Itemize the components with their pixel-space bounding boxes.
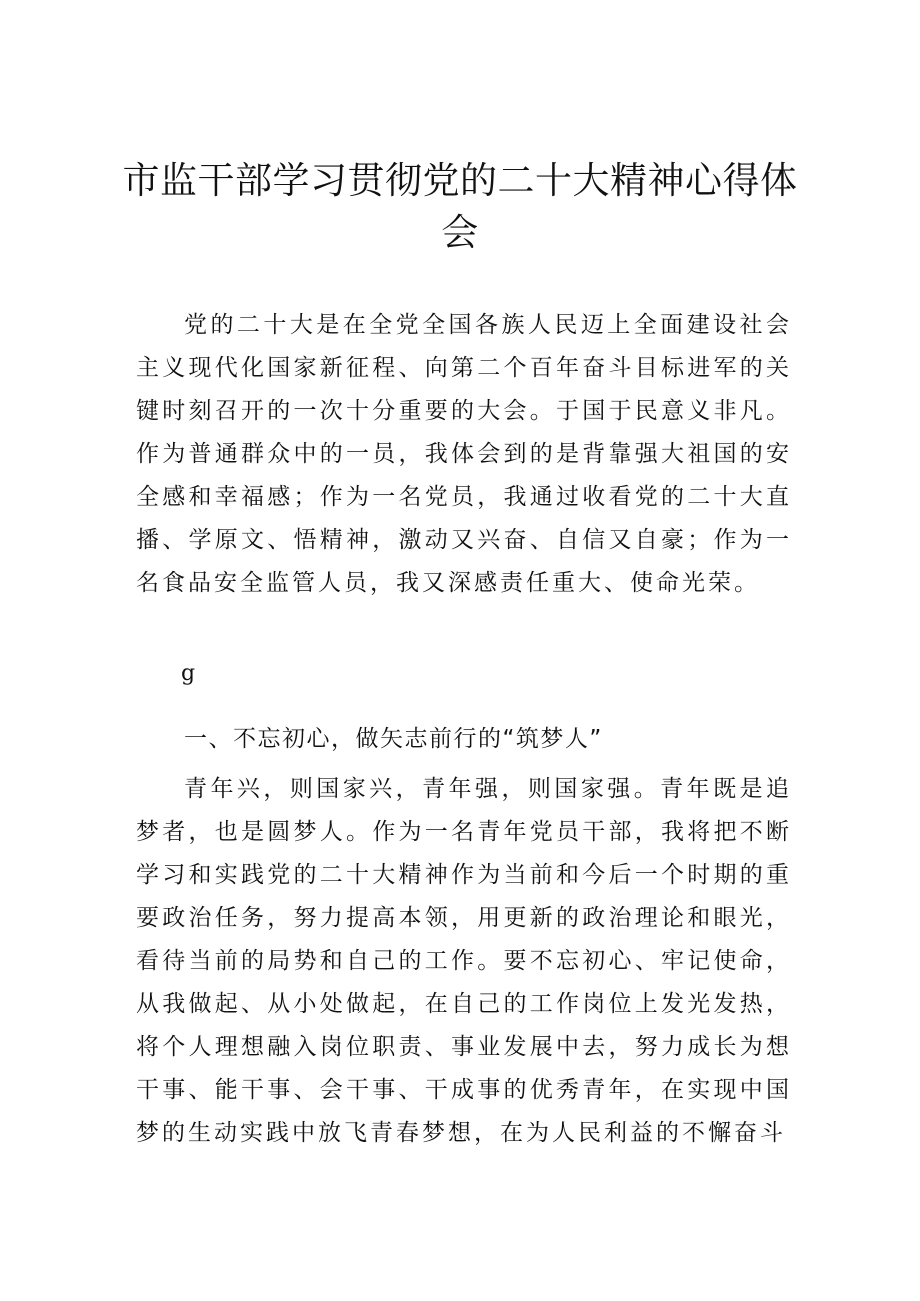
stray-mark: g — [181, 661, 196, 686]
document-title-line-1: 市监干部学习贯彻党的二十大精神心得体 — [122, 159, 798, 202]
section-1-heading: 一、不忘初心，做矢志前行的“筑梦人” — [184, 726, 603, 752]
document-title-line-2: 会 — [441, 211, 479, 254]
section-1-paragraph: 青年兴，则国家兴，青年强，则国家强。青年既是追梦者，也是圆梦人。作为一名青年党员干部，我将把不断学习和实践党的二十大精神作为当前和今后一个时期的重要政治任务，努力提高本领，用更新的政治理论和眼光，看待当前的局势和自己的工作。要不忘初心、牢记使命，从我做起、从小处做起，在自己的工作岗位上发光发热，将个人理想融入岗位职责、事业发展中去，努力成长为想干事、能干事、会干事、干成事的优秀青年，在实现中国梦的生动实践中放飞青春梦想，在为人民利益的不懈奋斗 — [136, 776, 792, 1146]
intro-paragraph: 党的二十大是在全党全国各族人民迈上全面建设社会主义现代化国家新征程、向第二个百年奋斗目标进军的关键时刻召开的一次十分重要的大会。于国于民意义非凡。作为普通群众中的一员，我体会到的是背靠强大祖国的安全感和幸福感；作为一名党员，我通过收看党的二十大直播、学原文、悟精神，激动又兴奋、自信又自豪；作为一名食品安全监管人员，我又深感责任重大、使命光荣。 — [136, 312, 792, 596]
document-title — [120, 155, 800, 259]
